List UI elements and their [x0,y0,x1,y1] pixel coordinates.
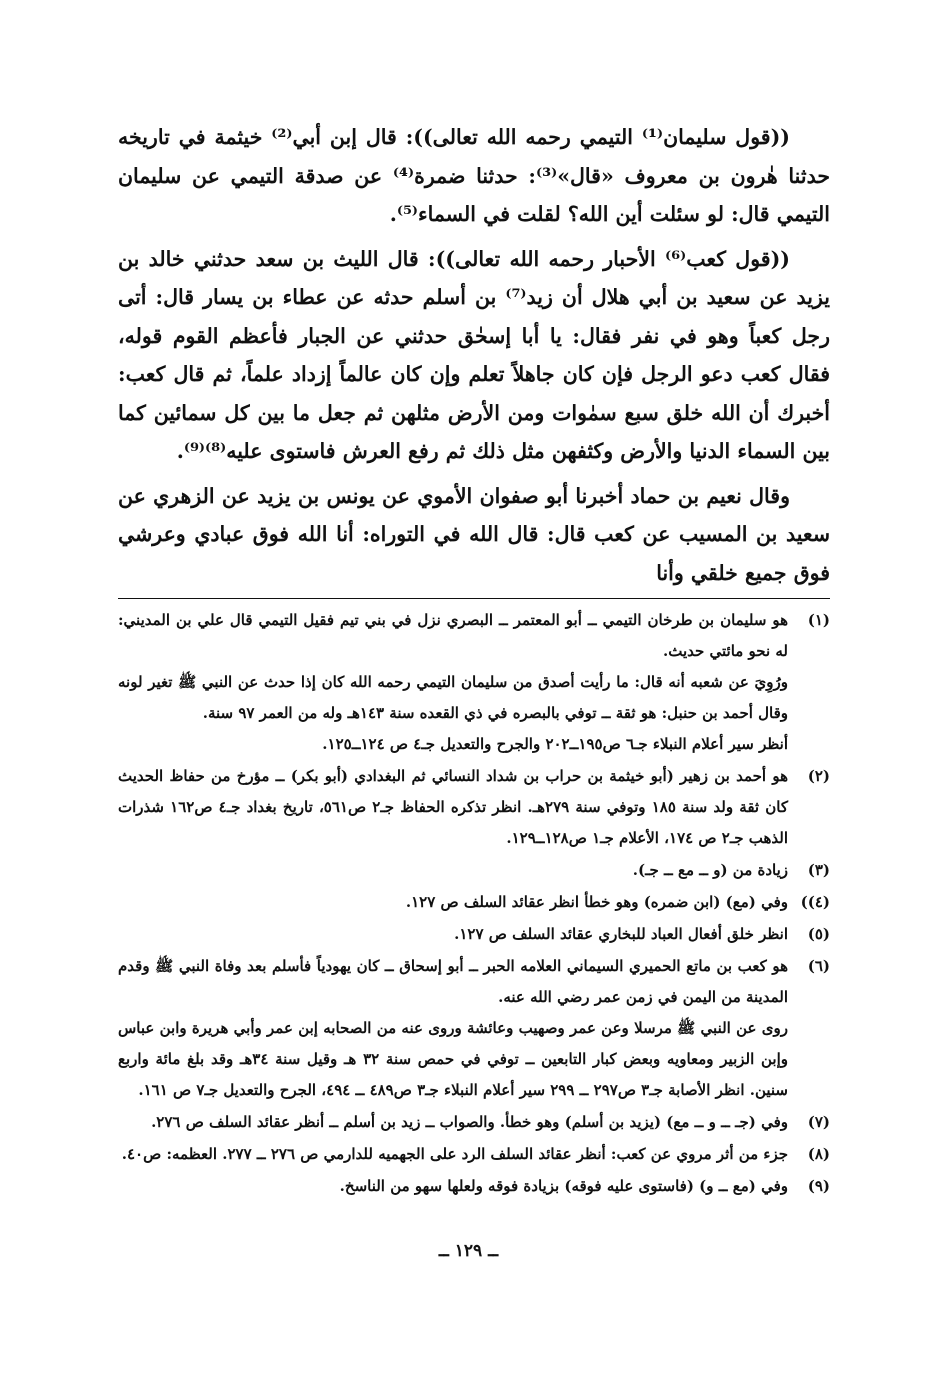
footnote-text: روى عن النبي ﷺ مرسلا وعن عمر وصهيب وعائشة وروى عنه من الصحابه إبن عمر وأبي هريرة وابن عباس وإبن الزبير ومعاويه وبعض كبار التابعين ــ توفي في حمص سنة ٣٢ هـ وقيل سنة ٣٤هـ وقد بلغ مائة واربع سنين. انظر الأصابة جـ٣ ص٢٩٧ ــ ٢٩٩ سير أعلام النبلاء جـ٣ ص٤٨٩ ــ ٤٩٤، الجرح والتعديل جـ٧ ص ١٦١. [118,1019,788,1099]
footnote-number: (٢) [807,767,830,785]
main-text [118,118,830,592]
footnote-number: (١) [807,611,830,629]
footnote-text: هو سليمان بن طرخان التيمي ــ أبو المعتمر ــ البصري نزل في بني تيم فقيل التيمي قال علي بن المديني: له نحو مائتي حديث. [118,611,788,660]
footnote-number: (٣) [807,861,830,879]
footnote-4 [118,887,830,918]
footnote-5 [118,919,830,950]
footnote-number: (٧) [807,1113,830,1131]
footnote-text: وفي (مع ــ و) (فاستوى عليه فوقه) بزيادة فوقه ولعلها سهو من الناسخ. [339,1177,788,1195]
footnote-3 [118,855,830,886]
footnote-text: ورُوِيَ عن شعبه أنه قال: ما رأيت أصدق من سليمان التيمي رحمه الله كان إذا حدث عن النبي ﷺ تغير لونه وقال أحمد بن حنبل: هو ثقة ــ توفي بالبصره في ذي القعده سنة ١٤٣هـ وله من العمر ٩٧ سنة. [118,673,788,722]
footnote-text: انظر خلق أفعال العباد للبخاري عقائد السلف ص ١٢٧. [454,925,788,943]
footnote-number: (٤)) [800,893,830,911]
footnote-1 [118,605,830,760]
page-number: ــ ١٢٩ ــ [438,1241,499,1261]
footnote-8 [118,1139,830,1170]
footnote-2 [118,761,830,854]
footnote-number: (٨) [807,1145,830,1163]
footnote-text: هو أحمد بن زهير (أبو خيثمة بن حراب بن شداد النسائي ثم البغدادي (أبو بكر) ــ مؤرخ من حفاظ الحديث كان ثقة ولد سنة ١٨٥ وتوفي سنة ٢٧٩هـ. انظر تذكره الحفاظ جـ٢ ص٥٦١، تاريخ بغداد جـ٤ ص١٦٢ شذرات الذهب جـ٢ ص ١٧٤، الأعلام جـ١ ص١٢٨ــ١٢٩. [118,767,789,847]
footnote-number: (٩) [807,1177,830,1195]
footnote-text: أنظر سير أعلام النبلاء جـ٦ ص١٩٥ــ٢٠٢ والجرح والتعديل جـ٤ ص ١٢٤ــ١٢٥. [322,735,788,753]
footnote-text: وفي (جـ ــ و ــ مع) (يزيد بن أسلم) وهو خطأ. والصواب ــ زيد بن أسلم ــ أنظر عقائد السلف ص ٢٧٦. [151,1113,788,1131]
footnote-text: هو كعب بن ماتع الحميري السيماني العلامه الحبر ــ أبو إسحاق ــ كان يهودياً فأسلم بعد وفاة النبي ﷺ وقدم المدينة من اليمن في زمن عمر رضي الله عنه. [118,957,788,1006]
footnote-text: وفي (مع) (ابن ضمره) وهو خطأ انظر عقائد السلف ص ١٢٧. [405,893,788,911]
footnote-separator [118,598,830,599]
footnote-number: (٥) [807,925,830,943]
footnote-text: زيادة من (و ــ مع ــ جـ). [632,861,788,879]
paragraph-nuaym: وقال نعيم بن حماد أخبرنا أبو صفوان الأموي عن يونس بن يزيد عن الزهري عن سعيد بن المسيب عن كعب قال: قال الله في التوراه: أنا الله فوق عبادي وعرشي فوق جميع خلقي وأنا [118,483,830,585]
footnote-7 [118,1107,830,1138]
footnote-text: جزء من أثر مروي عن كعب: أنظر عقائد السلف الرد على الجهميه للدارمي ص ٢٧٦ ــ ٢٧٧. العظمه: ص٤٠. [121,1145,788,1163]
document-page [118,118,830,1203]
paragraph-sulayman: ((قول سليمان⁽¹⁾ التيمي رحمه الله تعالى)): قال إبن أبي⁽²⁾ خيثمة في تاريخه حدثنا هٰرون بن معروف «قال»⁽³⁾: حدثنا ضمرة⁽⁴⁾ عن صدقة التيمي عن سليمان التيمي قال: لو سئلت أين الله؟ لقلت في السماء⁽⁵⁾. [118,125,830,226]
paragraph-kaab: ((قول كعب⁽⁶⁾ الأحبار رحمه الله تعالى)): قال الليث بن سعد حدثني خالد بن يزيد عن سعيد بن أبي هلال أن زيد⁽⁷⁾ بن أسلم حدثه عن عطاء بن يسار قال: أتى رجل كعباً وهو في نفر فقال: يا أبا إسحٰق حدثني عن الجبار فأعظم القوم قوله، فقال كعب دعو الرجل فإن كان جاهلاً تعلم وإن كان عالماً إزداد علماً، ثم قال كعب: أخبرك أن الله خلق سبع سمٰوات ومن الأرض مثلهن ثم جعل ما بين كل سمائين كما بين السماء الدنيا والأرض وكثفهن مثل ذلك ثم رفع العرش فاستوى عليه⁽⁸⁾⁽⁹⁾. [118,246,830,463]
footnote-number: (٦) [807,957,830,975]
footnote-9 [118,1171,830,1202]
footnote-6 [118,951,830,1106]
footnotes [118,605,830,1202]
